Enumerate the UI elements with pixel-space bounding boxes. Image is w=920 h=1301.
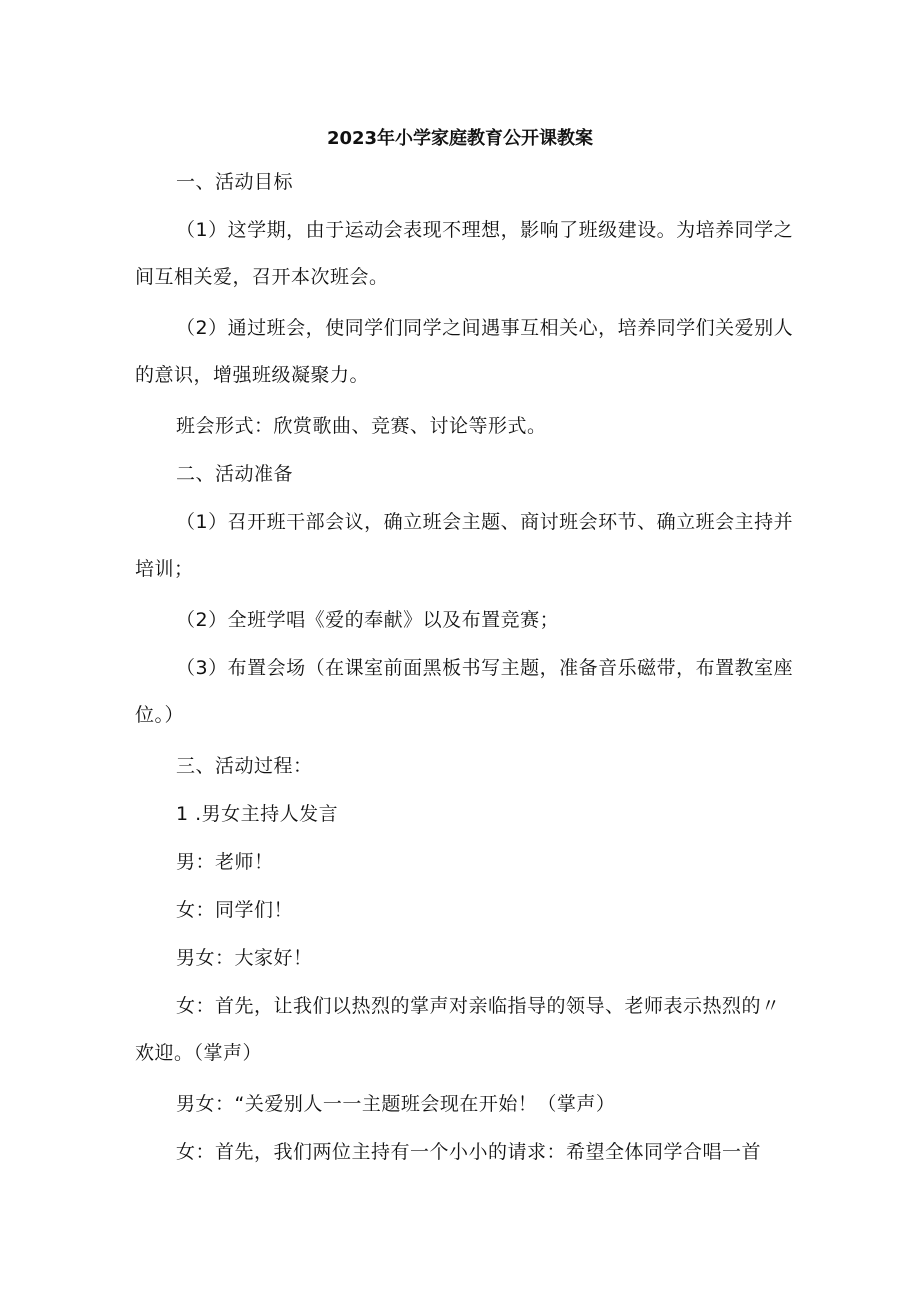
dialogue-line-6: 女：首先，我们两位主持有一个小小的请求：希望全体同学合唱一首 (176, 1141, 762, 1163)
paragraph-prep-3: （3）布置会场（在课室前面黑板书写主题，准备音乐磁带，布置教室座位。） (135, 657, 794, 726)
paragraph-prep-1: （1）召开班干部会议，确立班会主题、商讨班会环节、确立班会主持并培训； (135, 511, 794, 580)
section-heading-preparation: 二、活动准备 (176, 463, 294, 485)
dialogue-line-2: 女：同学们！ (176, 899, 294, 921)
section-heading-process: 三、活动过程： (176, 755, 313, 777)
section-heading-goals: 一、活动目标 (176, 171, 294, 193)
dialogue-line-4: 女：首先，让我们以热烈的掌声对亲临指导的领导、老师表示热烈的〃欢迎。（掌声） (135, 995, 781, 1064)
paragraph-goal-2: （2）通过班会，使同学们同学之间遇事互相关心，培养同学们关爱别人的意识，增强班级凝聚力。 (135, 317, 794, 386)
dialogue-line-5: 男女：“关爱别人一一主题班会现在开始！（掌声） (176, 1093, 616, 1115)
paragraph-goal-1: （1）这学期，由于运动会表现不理想，影响了班级建设。为培养同学之间互相关爱，召开本次班会。 (135, 219, 794, 288)
paragraph-host-speech: 1 .男女主持人发言 (176, 803, 339, 825)
dialogue-line-1: 男：老师！ (176, 851, 274, 873)
paragraph-format: 班会形式：欣赏歌曲、竞赛、讨论等形式。 (176, 415, 547, 437)
dialogue-line-3: 男女：大家好！ (176, 947, 313, 969)
paragraph-prep-2: （2）全班学唱《爱的奉献》以及布置竞赛； (176, 609, 560, 631)
document-title: 2023年小学家庭教育公开课教案 (326, 128, 594, 149)
